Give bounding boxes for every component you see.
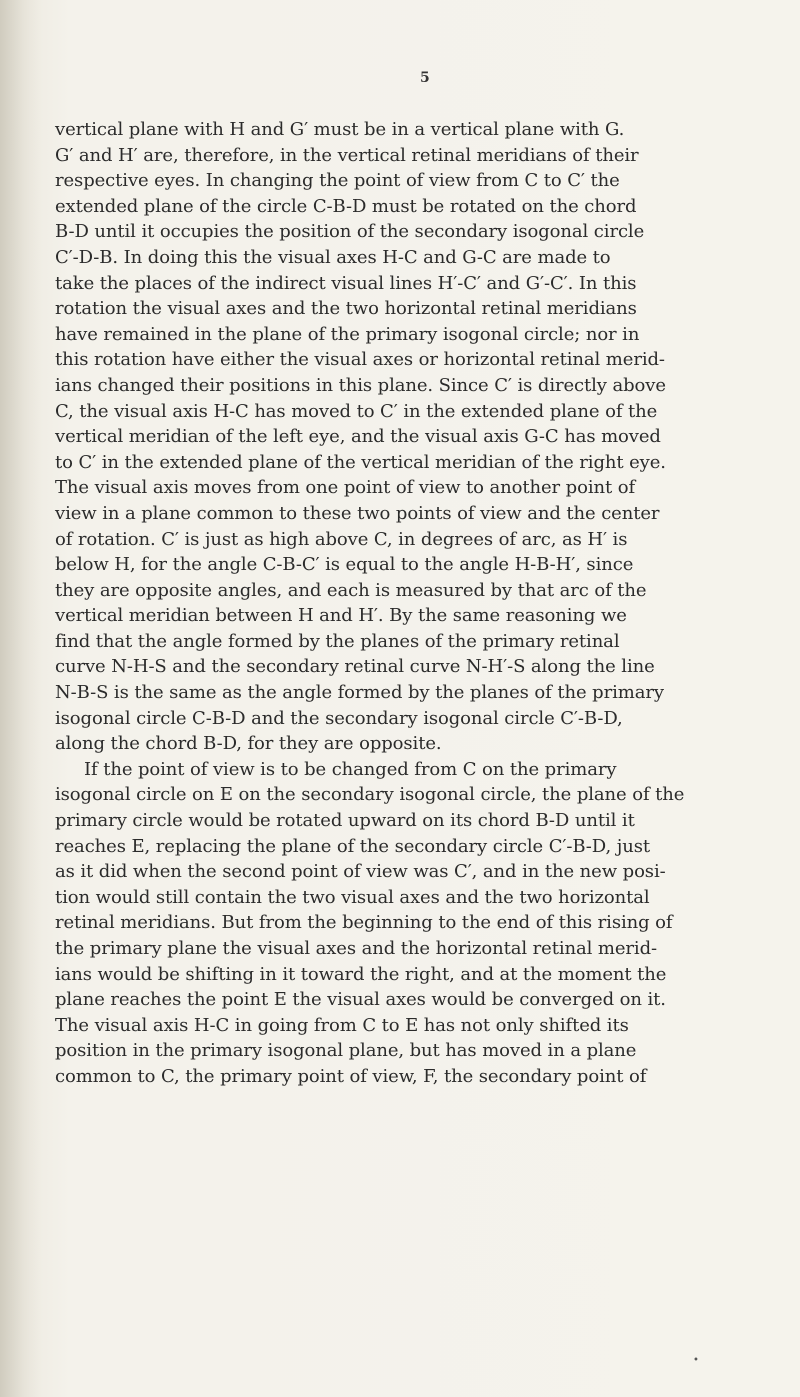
text-line: this rotation have either the visual axes or horizontal retinal merid- [55, 349, 665, 371]
text-line: isogonal circle on E on the secondary isogonal circle, the plane of the [55, 784, 685, 806]
text-line: find that the angle formed by the planes of the primary retinal [55, 630, 620, 652]
text-line: take the places of the indirect visual lines H′-C′ and G′-C′. In this [55, 272, 637, 294]
text-line: curve N-H-S and the secondary retinal curve N-H′-S along the line [55, 656, 655, 678]
text-line: isogonal circle C-B-D and the secondary isogonal circle C′-B-D, [55, 707, 623, 729]
text-line: below H, for the angle C-B-C′ is equal to the angle H-B-H′, since [55, 554, 634, 576]
text-line: respective eyes. In changing the point of view from C to C′ the [55, 170, 620, 192]
text-line: C′-D-B. In doing this the visual axes H-C and G-C are made to [55, 246, 611, 268]
text-line: G′ and H′ are, therefore, in the vertical retinal meridians of their [55, 144, 639, 166]
text-line: extended plane of the circle C-B-D must be rotated on the chord [55, 195, 637, 217]
text-line: tion would still contain the two visual axes and the two horizontal [55, 886, 650, 908]
text-line: have remained in the plane of the primary isogonal circle; nor in [55, 323, 640, 345]
text-line: plane reaches the point E the visual axes would be converged on it. [55, 989, 666, 1011]
text-line: view in a plane common to these two points of view and the center [55, 502, 660, 524]
text-line: reaches E, replacing the plane of the secondary circle C′-B-D, just [55, 835, 650, 857]
text-line: the primary plane the visual axes and the horizontal retinal merid- [55, 938, 657, 959]
text-line: rotation the visual axes and the two horizontal retinal meridians [55, 298, 637, 320]
text-line: to C′ in the extended plane of the vertical meridian of the right eye. [55, 451, 666, 473]
text-line: retinal meridians. But from the beginning to the end of this rising of [55, 912, 673, 934]
binding-shadow [0, 0, 42, 1397]
text-line: primary circle would be rotated upward on its chord B-D until it [55, 810, 635, 832]
text-line: ians would be shifting in it toward the right, and at the moment the [55, 963, 667, 985]
text-line: common to C, the primary point of view, F, the secondary point of [55, 1065, 647, 1087]
text-line: ians changed their positions in this plane. Since C′ is directly above [55, 374, 666, 396]
text-line: B-D until it occupies the position of the secondary isogonal circle [55, 221, 645, 243]
print-mark: • [693, 1355, 699, 1366]
text-line: position in the primary isogonal plane, but has moved in a plane [55, 1040, 637, 1062]
page-number: 5 [420, 70, 430, 86]
text-line: The visual axis moves from one point of view to another point of [55, 477, 636, 499]
text-line: The visual axis H-C in going from C to E has not only shifted its [55, 1014, 629, 1036]
text-line: as it did when the second point of view was C′, and in the new posi- [55, 861, 666, 883]
text-line: of rotation. C′ is just as high above C, in degrees of arc, as H′ is [55, 528, 628, 550]
text-line: vertical meridian of the left eye, and the visual axis G-C has moved [55, 426, 661, 448]
text-line: vertical meridian between H and H′. By the same reasoning we [55, 605, 627, 627]
text-line: N-B-S is the same as the angle formed by the planes of the primary [55, 682, 664, 704]
text-line: If the point of view is to be changed from C on the primary [84, 758, 617, 780]
text-line: along the chord B-D, for they are opposite. [55, 733, 442, 755]
text-line: C, the visual axis H-C has moved to C′ in the extended plane of the [55, 400, 658, 422]
text-line: vertical plane with H and G′ must be in a vertical plane with G. [55, 119, 625, 140]
text-line: they are opposite angles, and each is measured by that arc of the [55, 579, 647, 601]
body-text [55, 117, 785, 1090]
